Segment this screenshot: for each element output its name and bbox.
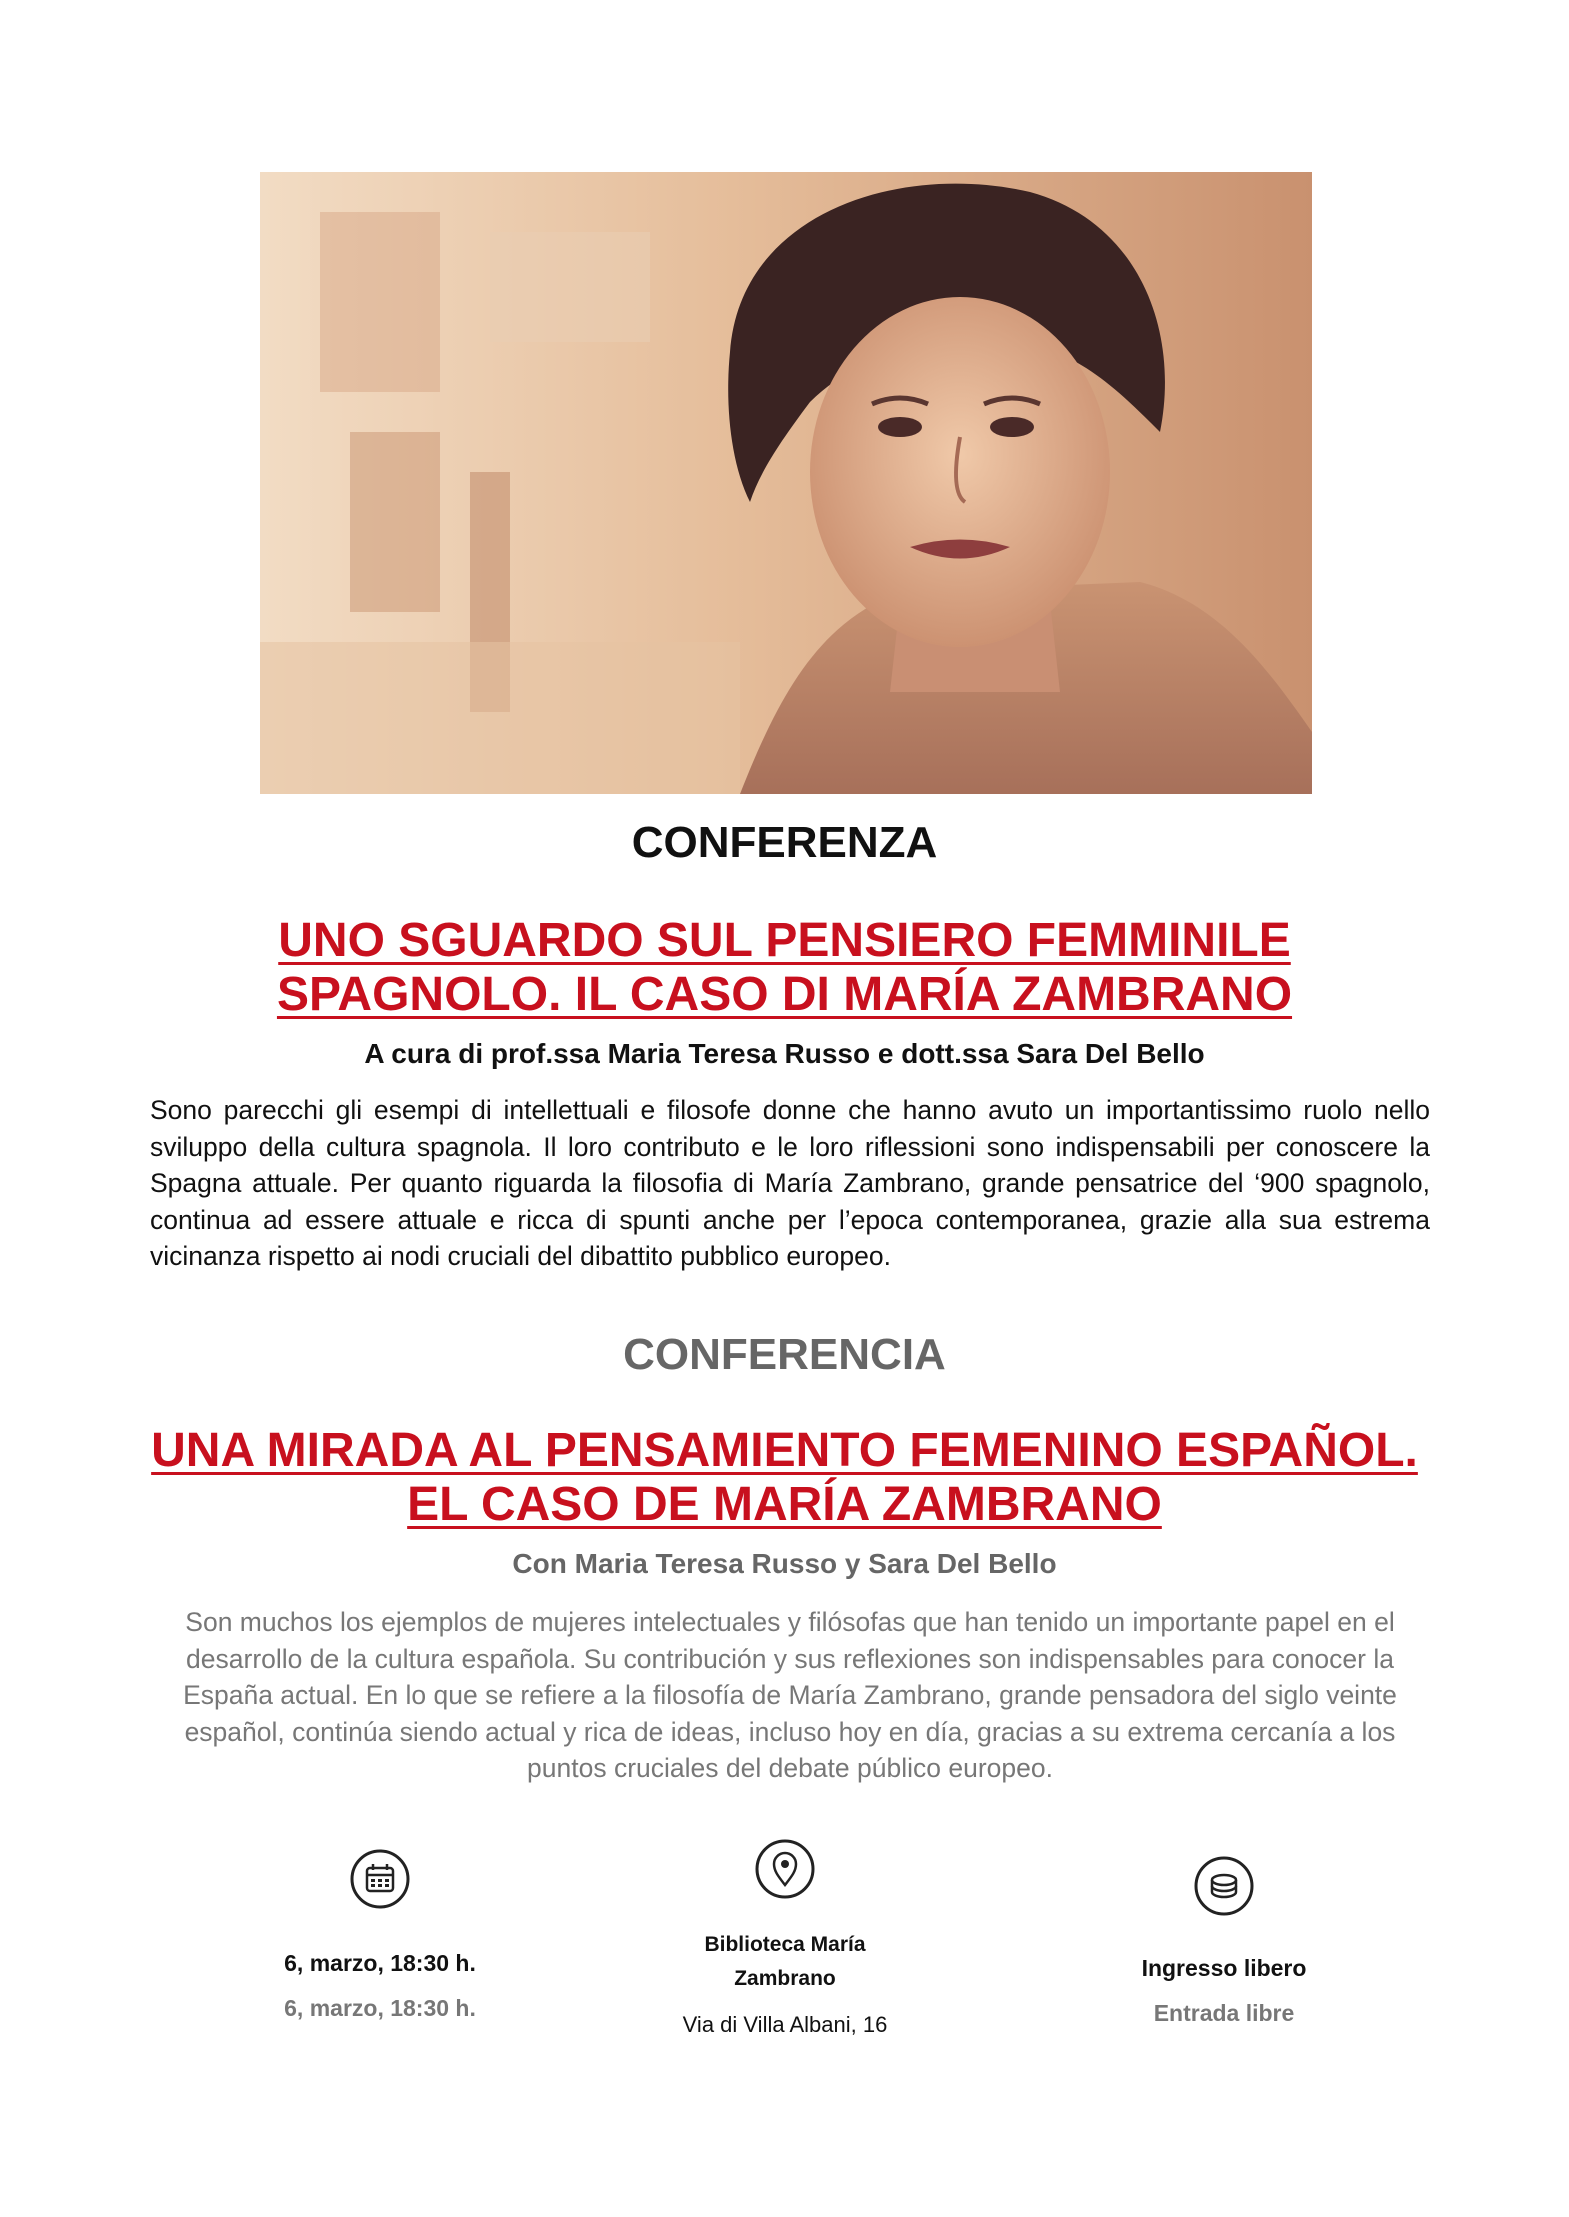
entry-label-es: Entrada libre: [1153, 2000, 1295, 2026]
venue-name-line1: Biblioteca María: [704, 1933, 866, 1956]
heading-conferencia: CONFERENCIA: [623, 1330, 946, 1379]
portrait-photo: [260, 172, 1312, 794]
venue-name-line2: Zambrano: [734, 1967, 836, 1990]
venue-name: [630, 1928, 940, 1996]
venue-info: [630, 1838, 940, 2038]
location-pin-icon: [754, 1838, 816, 1900]
venue-address: Via di Villa Albani, 16: [682, 2012, 888, 2037]
title-italian: [0, 914, 1569, 1022]
body-spanish: Son muchos los ejemplos de mujeres intelectuales y filósofas que han tenido un importante papel en el desarrollo de la cultura española. Su contribución y sus reflexiones son indispensables para conocer la España actual. En lo que se refiere a la filosofía de María Zambrano, grande pensadora del siglo veinte español, continúa siendo actual y rica de ideas, incluso hoy en día, gracias a su extrema cercanía a los puntos cruciales del debate público europeo.: [183, 1607, 1397, 1783]
heading-conferenza: CONFERENZA: [631, 818, 938, 867]
entry-label-it: Ingresso libero: [1141, 1955, 1307, 1981]
date-info: [230, 1848, 530, 2022]
title-italian-line2: SPAGNOLO. IL CASO DI MARÍA ZAMBRANO: [276, 968, 1293, 1021]
title-italian-line1: UNO SGUARDO SUL PENSIERO FEMMINILE: [278, 914, 1291, 967]
body-italian: Sono parecchi gli esempi di intellettuali e filosofe donne che hanno avuto un importantissimo ruolo nello sviluppo della cultura spagnola. Il loro contributo e le loro riflessioni sono indispensabili per conoscere la Spagna attuale. Per quanto riguarda la filosofia di María Zambrano, grande pensatrice del ‘900 spagnolo, continua ad essere attuale e ricca di spunti anche per l’epoca contemporanea, grazie alla sua estrema vicinanza rispetto ai nodi cruciali del dibattito pubblico europeo.: [150, 1095, 1430, 1271]
entry-info: [1064, 1855, 1384, 2027]
title-spanish: [0, 1424, 1569, 1532]
curators-italian: A cura di prof.ssa Maria Teresa Russo e dott.ssa Sara Del Bello: [364, 1038, 1205, 1069]
title-spanish-line1: UNA MIRADA AL PENSAMIENTO FEMENINO ESPAÑOL.: [151, 1424, 1418, 1477]
date-label-it: 6, marzo, 18:30 h.: [284, 1950, 476, 1976]
date-label-es: 6, marzo, 18:30 h.: [284, 1995, 476, 2021]
calendar-icon: [349, 1848, 411, 1910]
coins-icon: [1193, 1855, 1255, 1917]
title-spanish-line2: EL CASO DE MARÍA ZAMBRANO: [407, 1478, 1162, 1531]
curators-spanish: Con Maria Teresa Russo y Sara Del Bello: [512, 1548, 1057, 1579]
